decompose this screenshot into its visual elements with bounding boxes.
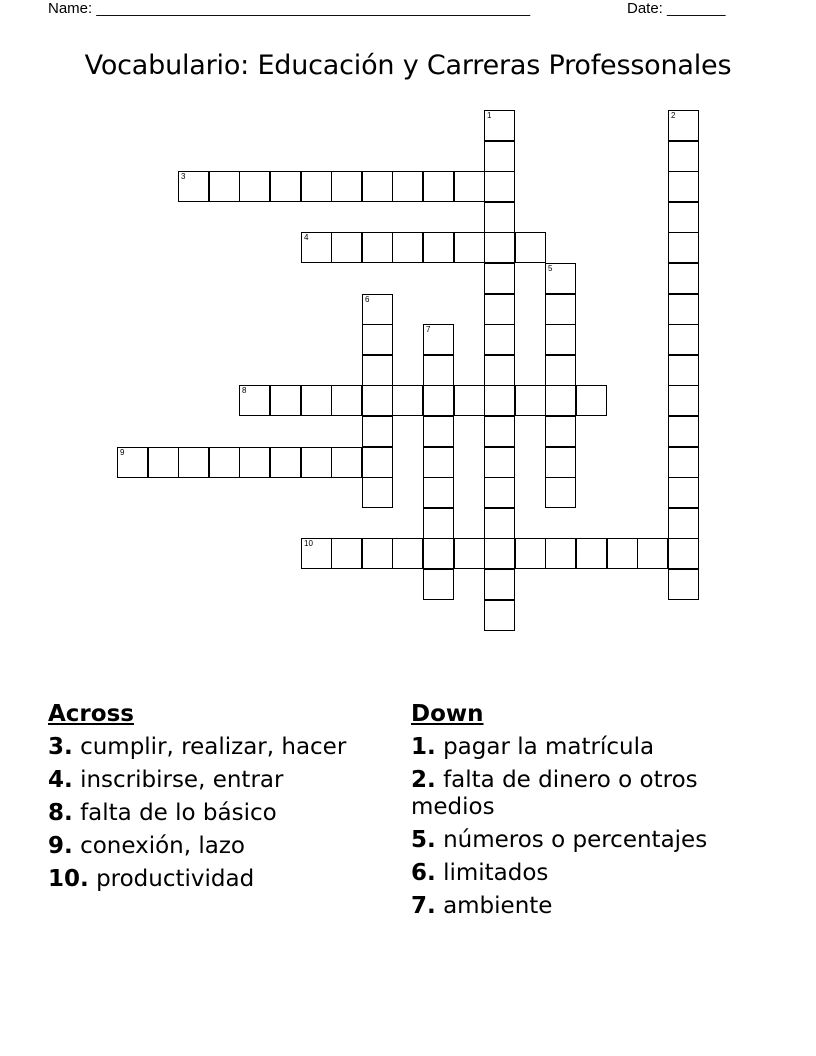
down-heading: Down [411, 701, 484, 727]
crossword-cell [545, 385, 576, 416]
crossword-cell [301, 447, 332, 478]
crossword-cell [454, 171, 485, 202]
clue-number: 5. [411, 827, 436, 853]
crossword-cell [484, 600, 515, 631]
down-clue [411, 893, 771, 920]
cell-number: 8 [242, 386, 247, 395]
crossword-cell [668, 508, 699, 539]
cell-number: 5 [548, 264, 553, 273]
cell-number: 10 [304, 539, 313, 548]
clue-number: 9. [48, 833, 73, 859]
crossword-cell [362, 416, 393, 447]
crossword-cell [423, 416, 454, 447]
clue-text: ambiente [443, 893, 553, 919]
crossword-cell [637, 538, 668, 569]
crossword-cell [423, 232, 454, 263]
crossword-cell [545, 294, 576, 325]
clue-number: 4. [48, 767, 73, 793]
cell-number: 4 [304, 233, 309, 242]
crossword-cell [668, 141, 699, 172]
crossword-cell [545, 447, 576, 478]
clue-number: 10. [48, 866, 89, 892]
crossword-cell [576, 385, 607, 416]
crossword-cell [331, 447, 362, 478]
crossword-cell [668, 477, 699, 508]
page-title: Vocabulario: Educación y Carreras Professonales [84, 50, 732, 81]
crossword-cell [515, 385, 546, 416]
down-clues [411, 701, 771, 926]
crossword-cell [331, 232, 362, 263]
crossword-cell [331, 171, 362, 202]
crossword-cell [484, 416, 515, 447]
crossword-cell [148, 447, 179, 478]
crossword-cell [484, 294, 515, 325]
crossword-cell [239, 171, 270, 202]
crossword-cell [545, 477, 576, 508]
crossword-cell [484, 508, 515, 539]
crossword-cell [545, 324, 576, 355]
crossword-cell [209, 447, 240, 478]
crossword-cell [362, 171, 393, 202]
clue-text: cumplir, realizar, hacer [80, 734, 347, 760]
cell-number: 6 [365, 295, 370, 304]
crossword-cell [484, 385, 515, 416]
crossword-cell [301, 232, 332, 263]
clue-number: 3. [48, 734, 73, 760]
crossword-cell [392, 385, 423, 416]
crossword-cell [668, 110, 699, 141]
crossword-cell [178, 447, 209, 478]
crossword-cell [484, 355, 515, 386]
crossword-cell [423, 447, 454, 478]
crossword-cell [454, 232, 485, 263]
clue-number: 8. [48, 800, 73, 826]
crossword-cell [239, 447, 270, 478]
crossword-cell [209, 171, 240, 202]
cell-number: 7 [426, 325, 431, 334]
crossword-cell [668, 294, 699, 325]
crossword-cell [545, 538, 576, 569]
across-clue [48, 866, 348, 893]
crossword-cell [668, 447, 699, 478]
crossword-cell [515, 538, 546, 569]
cell-number: 3 [181, 172, 186, 181]
crossword-cell [423, 171, 454, 202]
crossword-cell [362, 477, 393, 508]
crossword-cell [178, 171, 209, 202]
crossword-cell [484, 477, 515, 508]
crossword-cell [362, 385, 393, 416]
across-heading: Across [48, 701, 134, 727]
crossword-cell [301, 385, 332, 416]
clue-number: 2. [411, 767, 436, 793]
across-clue [48, 734, 348, 761]
across-clue [48, 800, 348, 827]
crossword-cell [668, 385, 699, 416]
crossword-cell [545, 355, 576, 386]
down-clue [411, 734, 771, 761]
crossword-cell [484, 141, 515, 172]
across-clue [48, 833, 348, 860]
crossword-cell [484, 569, 515, 600]
crossword-cell [270, 385, 301, 416]
crossword-cell [484, 324, 515, 355]
clue-text: falta de dinero o otros medios [411, 767, 698, 820]
crossword-cell [484, 202, 515, 233]
crossword-cell [515, 232, 546, 263]
crossword-cell [668, 324, 699, 355]
name-line: Name: ____________________________________________________ [48, 0, 531, 17]
crossword-cell [484, 232, 515, 263]
clue-text: limitados [443, 860, 549, 886]
crossword-cell [668, 538, 699, 569]
crossword-cell [668, 263, 699, 294]
clue-text: números o percentajes [443, 827, 708, 853]
across-clue [48, 767, 348, 794]
clue-text: productividad [96, 866, 255, 892]
crossword-cell [484, 263, 515, 294]
crossword-cell [668, 171, 699, 202]
crossword-cell [484, 538, 515, 569]
date-line: Date: _______ [627, 0, 726, 17]
crossword-cell [423, 324, 454, 355]
clue-number: 1. [411, 734, 436, 760]
clue-text: pagar la matrícula [443, 734, 655, 760]
crossword-cell [392, 232, 423, 263]
crossword-cell [331, 385, 362, 416]
clue-number: 6. [411, 860, 436, 886]
crossword-cell [392, 538, 423, 569]
crossword-cell [668, 355, 699, 386]
crossword-cell [362, 294, 393, 325]
crossword-cell [392, 171, 423, 202]
down-clue [411, 767, 771, 821]
clue-number: 7. [411, 893, 436, 919]
crossword-cell [484, 110, 515, 141]
crossword-cell [668, 202, 699, 233]
crossword-cell [270, 171, 301, 202]
crossword-cell [454, 385, 485, 416]
crossword-cell [362, 355, 393, 386]
crossword-cell [423, 355, 454, 386]
crossword-cell [301, 171, 332, 202]
crossword-cell [423, 538, 454, 569]
crossword-cell [484, 447, 515, 478]
crossword-cell [668, 416, 699, 447]
crossword-cell [454, 538, 485, 569]
crossword-cell [668, 232, 699, 263]
crossword-cell [484, 171, 515, 202]
crossword-cell [362, 232, 393, 263]
crossword-cell [423, 477, 454, 508]
crossword-cell [545, 416, 576, 447]
crossword-cell [576, 538, 607, 569]
crossword-cell [301, 538, 332, 569]
crossword-cell [362, 324, 393, 355]
crossword-cell [270, 447, 301, 478]
crossword-cell [607, 538, 638, 569]
clue-text: falta de lo básico [80, 800, 277, 826]
crossword-cell [362, 447, 393, 478]
crossword-cell [239, 385, 270, 416]
crossword-cell [117, 447, 148, 478]
crossword-cell [423, 508, 454, 539]
across-clues [48, 701, 348, 899]
clue-text: conexión, lazo [80, 833, 246, 859]
clue-text: inscribirse, entrar [80, 767, 284, 793]
cell-number: 9 [120, 448, 125, 457]
crossword-cell [668, 569, 699, 600]
down-clue [411, 827, 771, 854]
crossword-cell [545, 263, 576, 294]
crossword-cell [423, 569, 454, 600]
crossword-cell [362, 538, 393, 569]
crossword-cell [423, 385, 454, 416]
cell-number: 1 [487, 111, 492, 120]
cell-number: 2 [671, 111, 676, 120]
crossword-cell [331, 538, 362, 569]
down-clue [411, 860, 771, 887]
